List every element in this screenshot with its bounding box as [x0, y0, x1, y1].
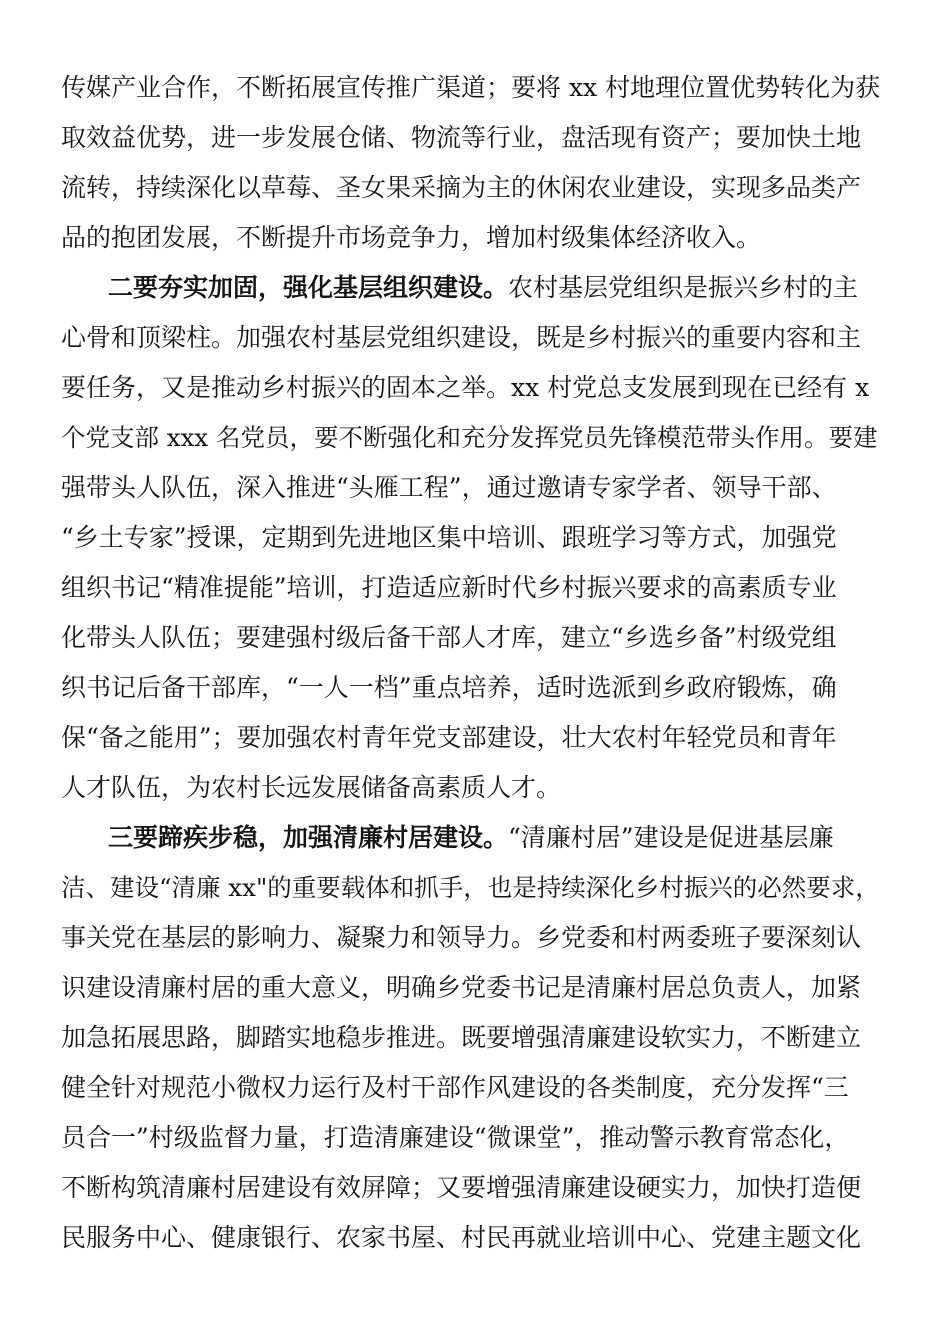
text-line — [61, 1116, 891, 1160]
text-line — [61, 616, 891, 660]
line-text: 个党支部 xxx 名党员，要不断强化和充分发挥党员先锋模范带头作用。要建 — [61, 423, 878, 452]
line-text: 保“备之能用”；要加强农村青年党支部建设，壮大农村年轻党员和青年 — [61, 723, 837, 752]
text-line — [61, 716, 891, 760]
line-text: 取效益优势，进一步发展仓储、物流等行业，盘活现有资产；要加快土地 — [61, 123, 862, 152]
text-line — [61, 766, 891, 810]
text-line — [61, 866, 891, 910]
text-line — [61, 666, 891, 710]
text-line — [61, 1216, 891, 1260]
line-text: 人才队伍，为农村长远发展储备高素质人才。 — [61, 773, 562, 802]
text-line — [61, 66, 891, 110]
line-text: 不断构筑清廉村居建设有效屏障；又要增强清廉建设硬实力，加快打造便 — [61, 1173, 862, 1202]
text-line — [61, 566, 891, 610]
line-text: “乡土专家”授课，定期到先进地区集中培训、跟班学习等方式，加强党 — [61, 523, 837, 552]
text-line — [61, 316, 891, 360]
line-text: 民服务中心、健康银行、农家书屋、村民再就业培训中心、党建主题文化 — [61, 1223, 862, 1252]
text-line — [61, 366, 891, 410]
line-text: 组织书记“精准提能”培训，打造适应新时代乡村振兴要求的高素质专业 — [61, 573, 837, 602]
line-text: 品的抱团发展，不断提升市场竞争力，增加村级集体经济收入。 — [61, 223, 762, 252]
paragraph-heading: 三要蹄疾步稳，加强清廉村居建设。 — [108, 823, 509, 852]
line-text: 健全针对规范小微权力运行及村干部作风建设的各类制度，充分发挥“三 — [61, 1073, 849, 1102]
line-text: 加急拓展思路，脚踏实地稳步推进。既要增强清廉建设软实力，不断建立 — [61, 1023, 862, 1052]
text-line — [61, 466, 891, 510]
line-text: 农村基层党组织是振兴乡村的主 — [508, 273, 859, 302]
text-line — [61, 116, 891, 160]
line-text: 员合一”村级监督力量，打造清廉建设“微课堂”，推动警示教育常态化， — [61, 1123, 850, 1152]
paragraph-heading-line — [108, 266, 891, 310]
line-text: 心骨和顶梁柱。加强农村基层党组织建设，既是乡村振兴的重要内容和主 — [61, 323, 862, 352]
text-line — [61, 966, 891, 1010]
text-line — [61, 216, 891, 260]
line-text: 强带头人队伍，深入推进“头雁工程”，通过邀请专家学者、领导干部、 — [61, 473, 837, 502]
line-text: 识建设清廉村居的重大意义，明确乡党委书记是清廉村居总负责人，加紧 — [61, 973, 862, 1002]
line-text: 流转，持续深化以草莓、圣女果采摘为主的休闲农业建设，实现多品类产 — [61, 173, 862, 202]
line-text: 洁、建设“清廉 xx"的重要载体和抓手，也是持续深化乡村振兴的必然要求， — [61, 873, 880, 902]
line-text: “清廉村居”建设是促进基层廉 — [508, 823, 834, 852]
paragraph-heading: 二要夯实加固，强化基层组织建设。 — [108, 273, 509, 302]
line-text: 要任务，又是推动乡村振兴的固本之举。xx 村党总支发展到现在已经有 x — [61, 373, 870, 402]
text-line — [61, 1016, 891, 1060]
paragraph-heading-line — [108, 816, 891, 860]
text-line — [61, 516, 891, 560]
line-text: 传媒产业合作，不断拓展宣传推广渠道；要将 xx 村地理位置优势转化为获 — [61, 73, 881, 102]
text-line — [61, 1066, 891, 1110]
line-text: 织书记后备干部库，“一人一档”重点培养，适时选派到乡政府锻炼，确 — [61, 673, 837, 702]
line-text: 事关党在基层的影响力、凝聚力和领导力。乡党委和村两委班子要深刻认 — [61, 923, 862, 952]
text-line — [61, 166, 891, 210]
line-text: 化带头人队伍；要建强村级后备干部人才库，建立“乡选乡备”村级党组 — [61, 623, 837, 652]
text-line — [61, 1166, 891, 1210]
text-line — [61, 416, 891, 460]
text-line — [61, 916, 891, 960]
